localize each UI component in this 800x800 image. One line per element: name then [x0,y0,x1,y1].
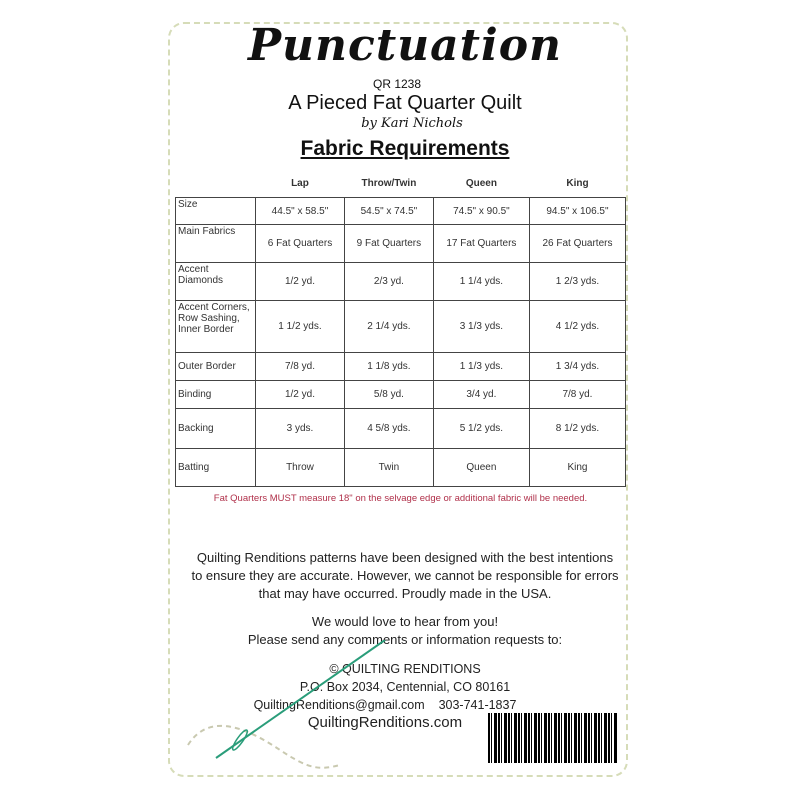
table-cell: 1 1/4 yds. [433,263,529,301]
table-cell: Queen [433,449,529,487]
disclaimer [168,549,642,603]
row-label: Main Fabrics [176,225,256,263]
table-cell: 5/8 yd. [344,381,433,409]
address: P.O. Box 2034, Centennial, CO 80161 [299,680,511,694]
contact-line: We would love to hear from you! [311,614,499,629]
row-label: Accent Corners, Row Sashing, Inner Border [176,301,256,353]
website: QuiltingRenditions.com [307,714,463,731]
table-cell: 4 1/2 yds. [529,301,625,353]
pattern-subtitle: A Pieced Fat Quarter Quilt [288,92,522,114]
table-cell: 1 1/2 yds. [256,301,345,353]
table-cell: King [529,449,625,487]
column-header: Lap [291,178,309,189]
table-cell: 1 2/3 yds. [529,263,625,301]
table-cell: 4 5/8 yds. [344,409,433,449]
company-name: © QUILTING RENDITIONS [329,662,481,676]
author: by Kari Nichols [361,116,463,131]
table-row [176,198,626,225]
column-header: Throw/Twin [361,178,417,189]
table-row [176,263,626,301]
table-cell: 1 1/8 yds. [344,353,433,381]
needle-thread-icon [170,640,470,780]
table-cell: 74.5" x 90.5" [433,198,529,225]
row-label: Binding [176,381,256,409]
table-cell: 3 yds. [256,409,345,449]
fat-quarter-note: Fat Quarters MUST measure 18" on the selvage edge or additional fabric will be needed. [213,493,588,504]
table-cell: 1 3/4 yds. [529,353,625,381]
row-label: Backing [176,409,256,449]
table-cell: 17 Fat Quarters [433,225,529,263]
disclaimer-line: to ensure they are accurate. However, we cannot be responsible for errors [191,568,619,583]
row-label: Size [176,198,256,225]
table-cell: Throw [256,449,345,487]
table-row [176,449,626,487]
email-phone: QuiltingRenditions@gmail.com 303-741-1837 [253,698,517,712]
table-cell: 26 Fat Quarters [529,225,625,263]
table-cell: 9 Fat Quarters [344,225,433,263]
table-row [176,353,626,381]
column-header [176,170,256,198]
table-row [176,381,626,409]
contact-line: Please send any comments or information requests to: [247,632,563,647]
table-cell: 3/4 yd. [433,381,529,409]
table-cell: 8 1/2 yds. [529,409,625,449]
pattern-code: QR 1238 [372,77,422,91]
table-row [176,301,626,353]
table-cell: 44.5" x 58.5" [256,198,345,225]
row-label: Outer Border [176,353,256,381]
table-cell: 6 Fat Quarters [256,225,345,263]
table-row [176,225,626,263]
pattern-title: Punctuation [247,20,563,71]
table-cell: 94.5" x 106.5" [529,198,625,225]
table-cell: 1/2 yd. [256,381,345,409]
table-cell: 7/8 yd. [529,381,625,409]
table-cell: 2 1/4 yds. [344,301,433,353]
table-cell: 2/3 yd. [344,263,433,301]
table-cell: Twin [344,449,433,487]
row-label: Accent Diamonds [176,263,256,301]
column-header: Queen [465,178,497,189]
table-cell: 1/2 yd. [256,263,345,301]
table-cell: 1 1/3 yds. [433,353,529,381]
disclaimer-line: that may have occurred. Proudly made in the USA. [258,586,552,601]
table-row [176,409,626,449]
column-header: King [566,178,589,189]
fabric-table [175,170,626,487]
table-cell: 54.5" x 74.5" [344,198,433,225]
table-cell: 3 1/3 yds. [433,301,529,353]
disclaimer-line: Quilting Renditions patterns have been designed with the best intentions [196,550,614,565]
table-cell: 5 1/2 yds. [433,409,529,449]
barcode [488,713,618,763]
section-heading: Fabric Requirements [300,137,510,160]
row-label: Batting [176,449,256,487]
table-cell: 7/8 yd. [256,353,345,381]
